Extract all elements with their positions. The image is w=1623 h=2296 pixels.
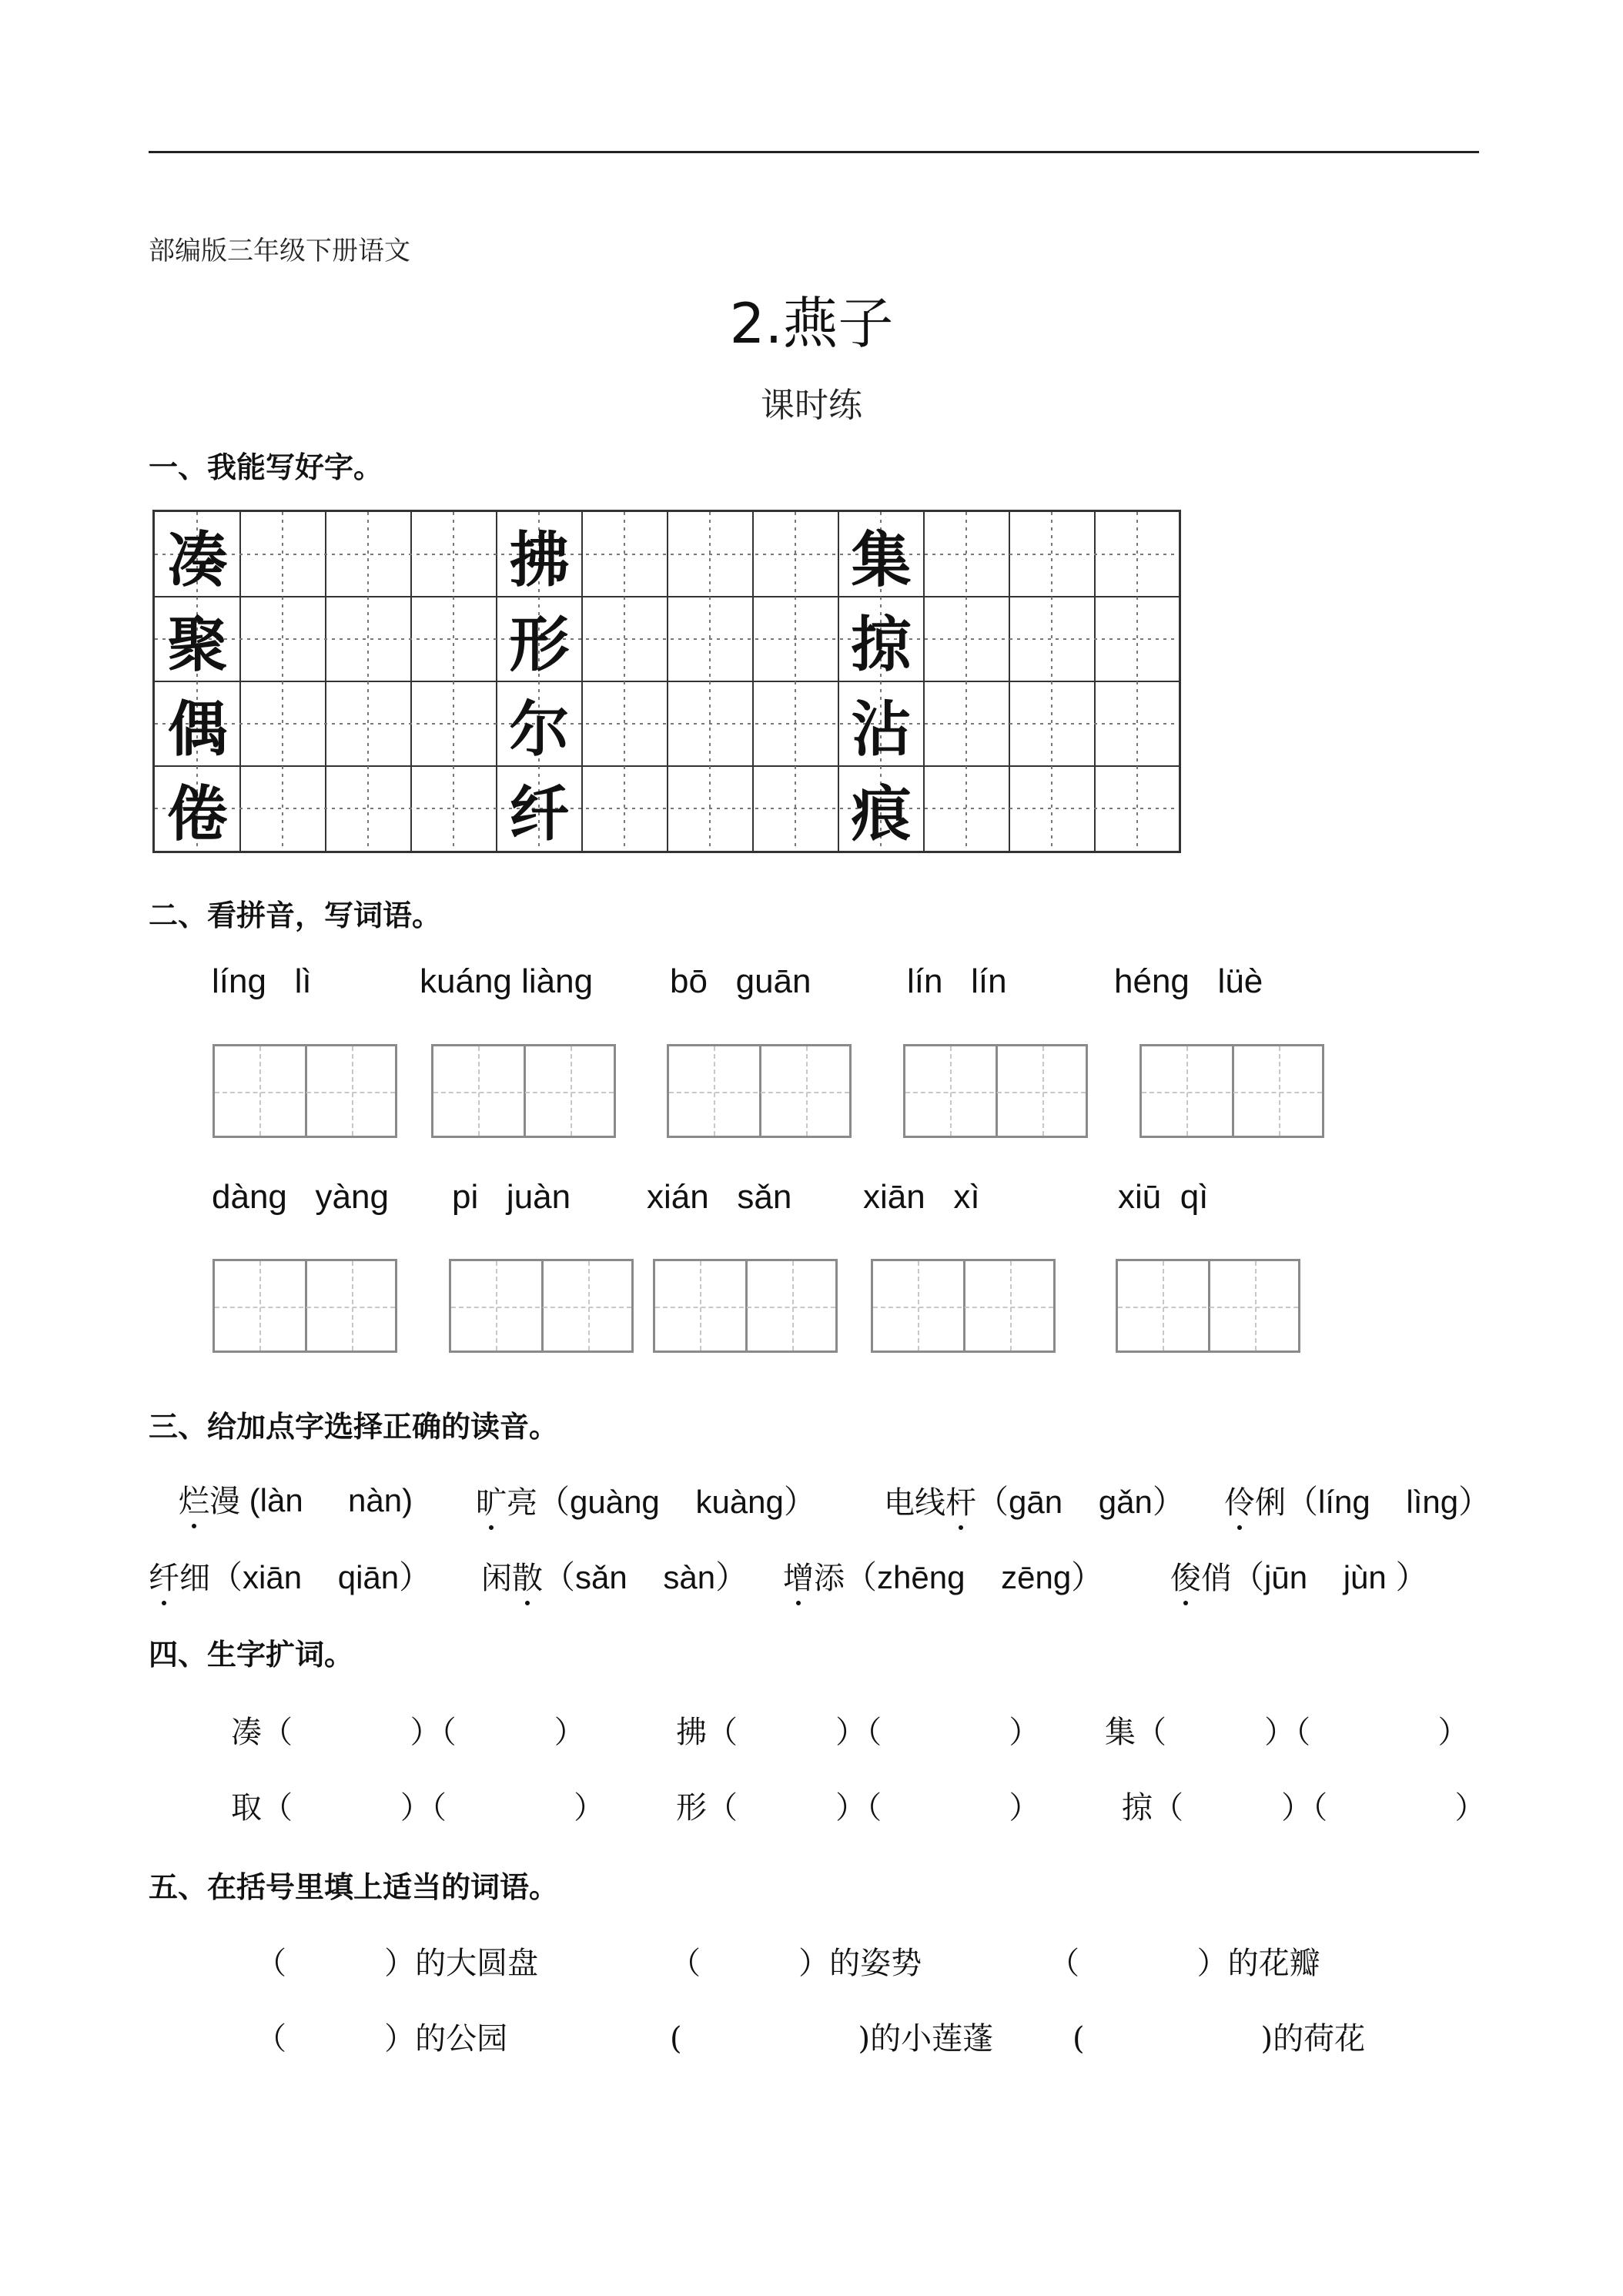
section-2-heading: 二、看拼音，写词语。 <box>149 899 442 932</box>
pinyin-label: lín lín <box>907 962 1007 1000</box>
expand-word-item[interactable]: 形（ ）（ ） <box>676 1790 1040 1826</box>
word-writing-box[interactable] <box>653 1259 838 1353</box>
reading-item: 旷亮（guàng kuàng） <box>476 1477 816 1523</box>
pinyin-label: xiān xì <box>863 1178 980 1216</box>
character-writing-grid <box>152 510 1181 853</box>
pinyin-label: héng lüè <box>1114 962 1263 1000</box>
model-char: 痕 <box>851 778 912 849</box>
model-char: 拂 <box>509 524 570 595</box>
reading-item: 烂漫 (làn nàn) <box>179 1477 413 1521</box>
model-char: 掠 <box>851 609 912 680</box>
reading-item: 纤细（xiān qiān） <box>149 1552 431 1598</box>
section-4-heading: 四、生字扩词。 <box>149 1638 354 1672</box>
word-writing-box[interactable] <box>903 1044 1088 1138</box>
model-char: 聚 <box>167 609 228 680</box>
word-writing-box[interactable] <box>871 1259 1056 1353</box>
model-char: 沾 <box>851 694 912 765</box>
word-writing-box[interactable] <box>1116 1259 1300 1353</box>
reading-item: 伶俐（líng lìng） <box>1224 1477 1491 1523</box>
page-title: 2.燕子 <box>729 291 894 356</box>
model-char: 集 <box>851 524 912 595</box>
model-char: 形 <box>509 609 570 680</box>
expand-word-item[interactable]: 集（ ）（ ） <box>1105 1715 1469 1750</box>
section-5-heading: 五、在括号里填上适当的词语。 <box>149 1870 559 1904</box>
reading-item: 闲散（sǎn sàn） <box>481 1552 748 1598</box>
model-char: 倦 <box>167 778 228 849</box>
word-writing-box[interactable] <box>449 1259 634 1353</box>
model-char: 尔 <box>509 694 570 765</box>
fill-phrase-item[interactable]: ( )的荷花 <box>1073 2021 1366 2057</box>
pinyin-label: xiū qì <box>1118 1178 1209 1216</box>
section-1-heading: 一、我能写好字。 <box>149 450 383 484</box>
pinyin-label: líng lì <box>212 962 312 1000</box>
fill-phrase-item[interactable]: （ ）的花瓣 <box>1049 1946 1320 1981</box>
word-writing-box[interactable] <box>431 1044 616 1138</box>
word-writing-box[interactable] <box>1139 1044 1324 1138</box>
header-label: 部编版三年级下册语文 <box>149 236 410 266</box>
pinyin-label: bō guān <box>670 962 812 1000</box>
fill-phrase-item[interactable]: （ ）的大圆盘 <box>256 1946 539 1981</box>
pinyin-label: dàng yàng <box>212 1178 389 1216</box>
expand-word-item[interactable]: 拂（ ）（ ） <box>676 1715 1040 1750</box>
section-3-heading: 三、给加点字选择正确的读音。 <box>149 1410 559 1444</box>
top-rule <box>149 151 1479 153</box>
fill-phrase-item[interactable]: ( )的小莲蓬 <box>670 2021 994 2057</box>
model-char: 凑 <box>167 524 228 595</box>
fill-phrase-item[interactable]: （ ）的姿势 <box>670 1946 922 1981</box>
page-subtitle: 课时练 <box>761 386 862 425</box>
grid-lines <box>155 512 1179 851</box>
expand-word-item[interactable]: 取（ ）（ ） <box>231 1790 605 1826</box>
model-char: 偶 <box>167 694 228 765</box>
model-char: 纤 <box>509 778 570 849</box>
expand-word-item[interactable]: 凑（ ）（ ） <box>231 1715 585 1750</box>
expand-word-item[interactable]: 掠（ ）（ ） <box>1122 1790 1486 1826</box>
pinyin-label: pi juàn <box>452 1178 571 1216</box>
word-writing-box[interactable] <box>212 1259 397 1353</box>
pinyin-label: kuáng liàng <box>420 962 594 1000</box>
fill-phrase-item[interactable]: （ ）的公园 <box>256 2021 508 2057</box>
reading-item: 增添（zhēng zēng） <box>783 1552 1103 1598</box>
reading-item: 电线杆（gān gǎn） <box>884 1477 1185 1523</box>
pinyin-label: xián sǎn <box>647 1178 792 1216</box>
reading-item: 俊俏（jūn jùn ） <box>1170 1552 1427 1598</box>
word-writing-box[interactable] <box>212 1044 397 1138</box>
word-writing-box[interactable] <box>667 1044 852 1138</box>
